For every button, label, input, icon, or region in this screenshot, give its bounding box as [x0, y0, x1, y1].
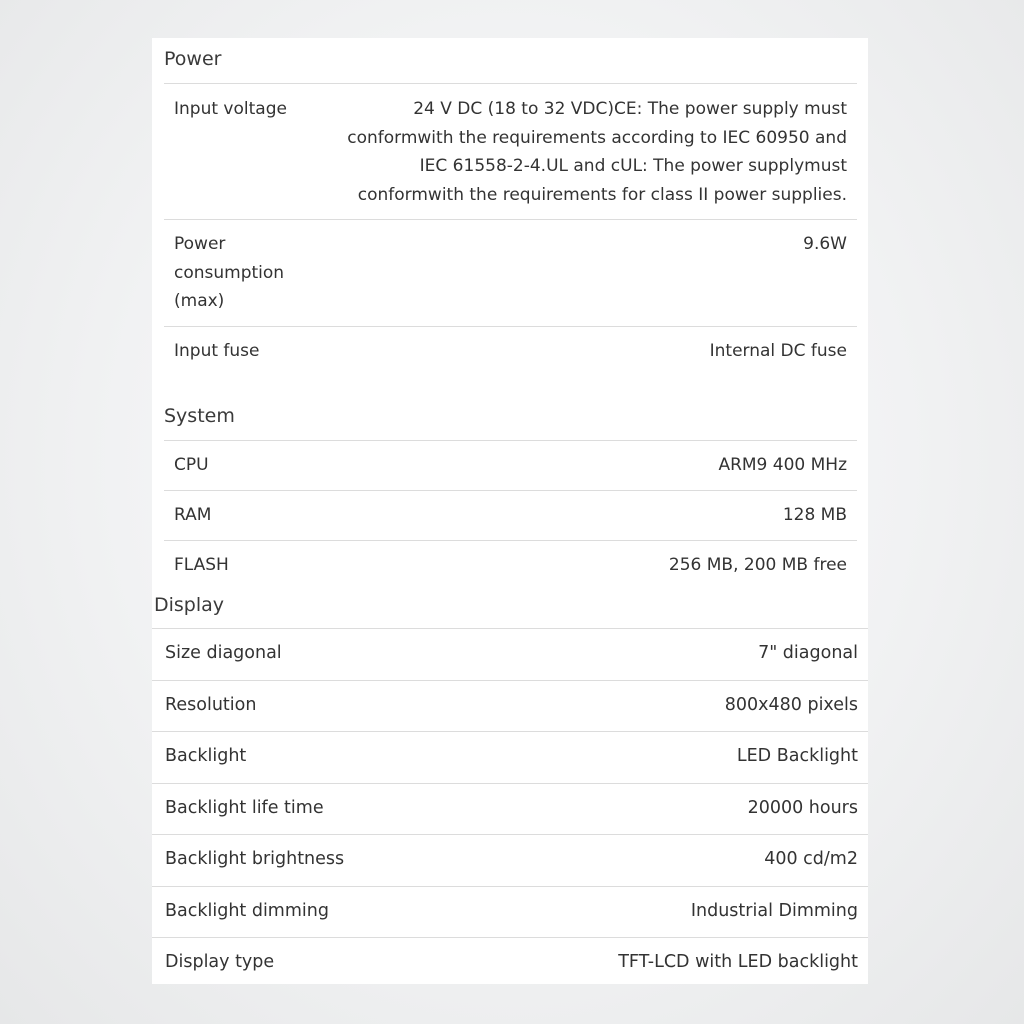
spec-label: Backlight dimming	[165, 900, 329, 921]
spec-value: Internal DC fuse	[709, 341, 847, 361]
power-section-title: Power	[164, 38, 857, 84]
system-section	[164, 395, 857, 591]
spec-row-resolution	[152, 681, 868, 733]
spec-value: LED Backlight	[736, 746, 858, 766]
spec-card	[152, 38, 868, 984]
spec-row-backlight-dimming	[152, 887, 868, 939]
spec-row-backlight-brightness	[152, 835, 868, 887]
spec-value: 9.6W	[803, 234, 847, 254]
spec-value: Industrial Dimming	[690, 900, 858, 921]
spec-row-input-voltage	[164, 84, 857, 220]
spec-row-display-type	[152, 938, 868, 990]
spec-row-size-diagonal	[152, 629, 868, 681]
spec-value: ARM9 400 MHz	[718, 455, 847, 475]
spec-label: Backlight brightness	[165, 849, 345, 869]
spec-label: Backlight life time	[165, 797, 324, 818]
spec-label: RAM	[174, 505, 212, 525]
spec-label: Power consumption (max)	[174, 234, 285, 311]
spec-row-backlight-life-time	[152, 784, 868, 836]
spec-label: Input voltage	[174, 99, 287, 119]
spec-row-power-consumption	[164, 220, 857, 327]
system-section-title: System	[164, 395, 857, 441]
spec-label: Size diagonal	[165, 643, 282, 663]
spec-label: Display type	[165, 952, 275, 972]
display-section	[152, 586, 868, 990]
spec-row-ram	[164, 491, 857, 541]
spec-value: TFT-LCD with LED backlight	[618, 952, 858, 972]
display-section-title: Display	[152, 586, 868, 629]
spec-value: 20000 hours	[747, 797, 858, 818]
spec-value: 800x480 pixels	[724, 694, 858, 715]
spec-value: 7" diagonal	[758, 643, 858, 663]
spec-value: 24 V DC (18 to 32 VDC)CE: The power supply must conformwith the requirements according to IEC 60950 and IEC 61558-2-4.UL and cUL: The power supplymust conformwith the requirements for class II power supplies.	[347, 99, 847, 205]
spec-row-cpu	[164, 441, 857, 491]
spec-value: 128 MB	[782, 505, 847, 525]
spec-label: Input fuse	[174, 341, 260, 361]
spec-value: 400 cd/m2	[764, 849, 858, 869]
power-section	[164, 38, 857, 377]
spec-label: Backlight	[165, 746, 247, 766]
spec-label: FLASH	[174, 555, 229, 575]
spec-label: CPU	[174, 455, 209, 475]
spec-row-flash	[164, 541, 857, 591]
spec-row-input-fuse	[164, 327, 857, 377]
spec-value: 256 MB, 200 MB free	[668, 555, 847, 575]
spec-label: Resolution	[165, 694, 257, 715]
spec-row-backlight	[152, 732, 868, 784]
